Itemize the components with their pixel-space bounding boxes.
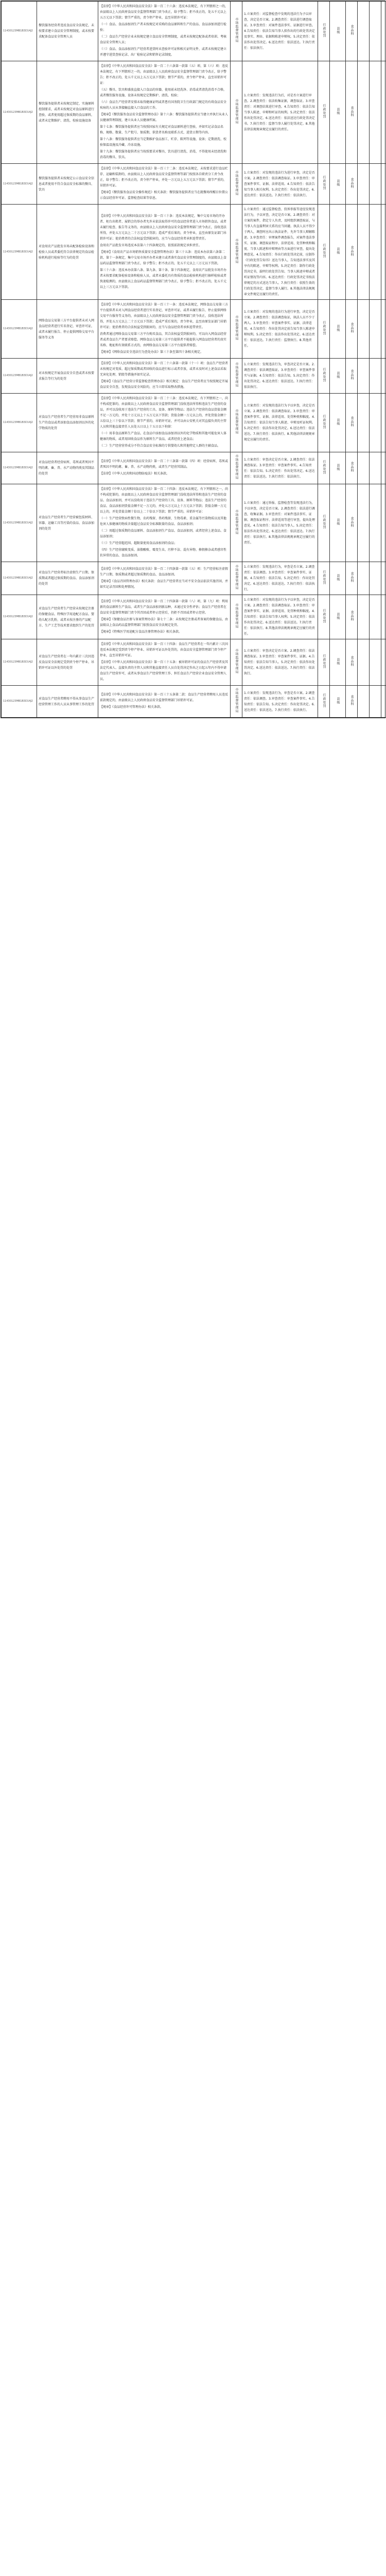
table-row: [2, 205, 386, 300]
duty-cell: [242, 300, 318, 359]
category-cell-text: 行政处罚: [322, 608, 326, 623]
item-cell: [37, 639, 98, 686]
blank-cell: [370, 562, 381, 595]
code-cell: [2, 562, 37, 595]
item-cell-text: 网络食品交易第三方平台提供者未对入网食品经营者进行实名登记、审查许可证，或者未履行报告、停止提供网络交易平台服务等义务: [39, 318, 95, 340]
subject-cell: [231, 595, 242, 639]
code-cell: [2, 639, 37, 686]
duty-cell-text: 1.立案责任：对发现的违法行为进行审查，决定是否立案。2.调查责任：依法调查取证，执法人员不少于两人。3.审查责任：审查案件事实、证据、法律适用。4.告知责任：作出处罚决定前告知当事人陈述申辩权利。5.决定责任：依法作出处罚决定。6.送达责任：依法送达。7.执行责任：监督执行。8.其他责任。: [244, 310, 315, 348]
blank-cell: [370, 686, 381, 718]
subject-cell-text: 市场监督管理局: [235, 362, 238, 387]
table-row: [2, 562, 386, 595]
code-cell-text: 11430123MB1B3D14J2: [3, 577, 33, 580]
dept-cell-text: 食品科: [350, 695, 354, 706]
level-cell-text: 县级: [336, 371, 340, 379]
item-cell: [37, 394, 98, 452]
dept-cell-text: 食品科: [350, 611, 354, 621]
duty-cell-text: 1.立案责任：对监督检查中发现的违法行为予以审查，决定是否立案。2.调查责任：依法进行调查取证。3.审查责任：对案件违法事实、证据进行审查。4.告知责任：依法告知当事人拟作出的行政处罚决定及事实、理由、依据和陈述申辩权。5.决定责任：依法作出处罚决定。6.送达责任：依法送达。7.执行责任：依法执行。: [244, 12, 315, 50]
category-cell: [318, 164, 330, 205]
subject-cell: [231, 61, 242, 164]
category-cell-text: 行政处罚: [322, 515, 326, 529]
subject-cell: [231, 484, 242, 562]
subject-cell: [231, 205, 242, 300]
basis-cell: [98, 359, 231, 394]
duty-cell: [242, 562, 318, 595]
subject-cell-text: 市场监督管理局: [235, 18, 238, 43]
category-cell: [318, 595, 330, 639]
remark-cell: [358, 686, 370, 718]
power-list-table: [1, 1, 386, 718]
dept-cell: [346, 2, 358, 61]
subject-cell-text: 市场监督管理局: [235, 409, 238, 434]
level-cell: [330, 562, 346, 595]
dept-cell: [346, 562, 358, 595]
basis-paragraph: 【法律】《中华人民共和国动物防疫法》相关条款。: [100, 472, 170, 476]
remark-cell: [358, 300, 370, 359]
level-cell: [330, 61, 346, 164]
subject-cell-text: 市场监督管理局: [235, 98, 238, 124]
table-row: [2, 484, 386, 562]
remark-cell: [358, 595, 370, 639]
basis-paragraph: 第十七条：餐饮服务提供者应当按照国家有关规定对食品原料进行查验，并如实记录食品名称、规格、数量、生产批号、保质期、供货者名称及联系方式、进货日期等内容。: [100, 125, 224, 134]
level-cell: [330, 484, 346, 562]
code-cell-text: 11430123MB1B3D14J2: [3, 374, 33, 377]
basis-paragraph: 食用农产品批发市场违反本法第六十四条规定的，依照前款规定承担责任。: [100, 243, 202, 247]
code-cell-text: 11430123MB1B3D14J2: [3, 327, 33, 330]
basis-paragraph: 【法律】《中华人民共和国食品安全法》第一百二十四条第一款第（五）项：生产经营标注虚假生产日期、保质期或者超过保质期的食品、食品添加剂。: [100, 567, 229, 577]
code-cell-text: 11430123MB1B3D14J2: [3, 660, 33, 664]
dept-cell-text: 食品科: [350, 572, 354, 583]
basis-paragraph: （三）生产经营超范围、超限量使用食品添加剂的食品；: [100, 541, 178, 545]
duty-cell: [242, 639, 318, 686]
category-cell: [318, 359, 330, 394]
basis-cell: [98, 562, 231, 595]
category-cell-text: 行政处罚: [322, 570, 326, 585]
blank-cell: [381, 300, 386, 359]
subject-cell: [231, 639, 242, 686]
blank-cell: [370, 452, 381, 484]
category-cell-text: 行政处罚: [322, 104, 326, 118]
duty-cell: [242, 484, 318, 562]
basis-paragraph: 【规章】《餐饮服务食品安全操作规范》相关条款：餐饮服务提供者应当在就餐场所醒目位置公示食品经营许可证、监督检查结果等信息。: [100, 191, 229, 200]
item-cell-text: 对食品生产经营者标注虚假生产日期、保质期或者超过保质期的食品、食品添加剂的处罚: [39, 571, 95, 586]
subject-cell: [231, 452, 242, 484]
blank-cell: [381, 484, 386, 562]
basis-paragraph: 【规章】《食品生产经营日常监督检查管理办法》相关规定：食品生产经营者应当按照规定开展食品安全自查，发现食品安全风险的，应当立即采取整改措施。: [100, 380, 229, 389]
subject-cell: [231, 394, 242, 452]
category-cell-text: 行政处罚: [322, 23, 326, 38]
blank-cell: [370, 394, 381, 452]
table-row: [2, 300, 386, 359]
subject-cell-text: 市场监督管理局: [235, 315, 238, 341]
remark-cell: [358, 359, 370, 394]
subject-cell-text: 市场监督管理局: [235, 565, 238, 590]
duty-cell-text: 1.立案责任：审查决定是否立案。2.调查责任：依法调查取证。3.审查责任：审查案件事实。4.告知责任：依法告知。5.决定责任：作出处罚决定。6.送达责任：依法送达。7.执行责任：依法执行。: [244, 457, 315, 479]
basis-paragraph: 【规章】《保健食品注册与备案管理办法》第七十二条：未按规定注册或者备案的保健食品，由县级以上食品药品监督管理部门依照食品安全法规定处罚。: [100, 617, 229, 627]
item-cell: [37, 484, 98, 562]
blank-cell: [381, 639, 386, 686]
level-cell-text: 县级: [336, 324, 340, 332]
subject-cell-text: 市场监督管理局: [235, 454, 238, 480]
level-cell-text: 县级: [336, 657, 340, 665]
subject-cell-text: 市场监督管理局: [235, 509, 238, 535]
level-cell: [330, 595, 346, 639]
dept-cell: [346, 205, 358, 300]
remark-cell: [358, 205, 370, 300]
duty-cell-text: 1.立案责任：发现违法行为后，对是否立案进行审查。2.调查责任：依法收集证据，调查取证。3.审查责任：对调查结果进行审查。4.告知责任：依法告知当事人陈述、申辩和听证的权利。5.决定责任：依法作出处罚决定。6.送达责任：依法送达行政处罚决定书。7.执行责任：监督当事人履行处罚决定。8.其他法律法规规章规定应履行的责任。: [244, 93, 315, 131]
basis-cell: [98, 452, 231, 484]
duty-cell-text: 1.立案责任：对发现的违法行为进行审查，决定是否立案。2.调查责任：依法调查取证。3.审查责任：审查案件事实、证据、法律适用。4.告知责任：依法告知当事人相关权利。5.决定责任：作出处罚决定。6.送达责任：依法送达。7.执行责任：依法执行。: [244, 171, 315, 197]
dept-cell-text: 食品科: [350, 516, 354, 528]
duty-cell: [242, 164, 318, 205]
level-cell: [330, 205, 346, 300]
level-cell-text: 县级: [336, 247, 340, 255]
category-cell: [318, 484, 330, 562]
code-cell: [2, 394, 37, 452]
basis-paragraph: （二）用超过保质期的食品原料、食品添加剂生产食品、食品添加剂，或者经营上述食品、食品添加剂；: [100, 529, 227, 538]
item-cell-text: 对食品生产经营者生产经营用非食品原料生产的食品或者添加食品添加剂以外的化学物质的处罚: [39, 415, 95, 430]
basis-paragraph: 【规章】《食品经营许可管理办法》相关条款。: [100, 705, 164, 709]
subject-cell-text: 市场监督管理局: [235, 170, 238, 196]
blank-cell: [370, 484, 381, 562]
level-cell-text: 县级: [336, 463, 340, 471]
level-cell-text: 县级: [336, 697, 340, 704]
duty-cell-text: 1.立案责任：通过监督检查、投诉举报等途径发现违法行为，予以审查，决定是否立案。2.调查责任：对立案的案件，指定专人负责，及时组织调查取证，与当事人有直接利害关系的应当回避。执法人员不得少于两人，调查时应出示执法证件，允许当事人辩解陈述。3.审查责任：审理案件调查报告，对案件违法事实、证据、调查取证程序、法律适用、处罚种类和幅度、当事人陈述和申辩理由等方面进行审查，提出处理意见。4.告知责任：作出行政处罚决定前，应制作《行政处罚告知书》送达当事人，告知违法事实及其享有的陈述、申辩等权利。5.决定责任：制作行政处罚决定书，载明行政处罚告知、当事人陈述申辩或者听证情况等内容。6.送达责任：行政处罚决定书按法律规定的方式送达当事人。7.执行责任：依照生效的行政处罚决定，监督当事人履行。8.其他法律法规规章文件规定应履行的责任。: [244, 208, 315, 296]
blank-cell: [381, 2, 386, 61]
category-cell: [318, 686, 330, 718]
basis-paragraph: 【法律】《中华人民共和国食品安全法》第一百二十六条第一款第（十一）项：食品生产经营者未按规定对变质、超过保质期或者回收的食品进行标示或者存放，或者未及时对上述食品采取无害化处理、销毁等措施并如实记录。: [100, 362, 229, 377]
level-cell: [330, 452, 346, 484]
category-cell: [318, 300, 330, 359]
code-cell-text: 11430123MB1B3D14J2: [3, 615, 33, 618]
code-cell-text: 11430123MB1B3D14J2: [3, 182, 33, 185]
table-row: [2, 394, 386, 452]
code-cell-text: 11430123MB1B3D14J2: [3, 521, 33, 524]
level-cell-text: 县级: [336, 573, 340, 581]
remark-cell: [358, 639, 370, 686]
level-cell-text: 县级: [336, 518, 340, 526]
dept-cell-text: 食品科: [350, 106, 354, 117]
basis-paragraph: 【法律】《中华人民共和国食品安全法》第一百二十三条：违反本法规定，有下列情形之一，尚不构成犯罪的，由县级以上人民政府食品安全监督管理部门没收违法所得和违法生产经营的食品，并可以没收用于违法生产经营的工具、设备、原料等物品；违法生产经营的食品货值金额不足一万元的，并处十万元以上十五万元以下罚款；货值金额一万元以上的，并处货值金额十五倍以上三十倍以下罚款；情节严重的，吊销许可证，并可以由公安机关对其直接负责的主管人员和其他直接责任人员处五日以上十五日以下拘留：: [100, 397, 229, 429]
remark-cell: [358, 394, 370, 452]
basis-cell: [98, 484, 231, 562]
duty-cell-text: 1.立案责任：发现违法行为，审查是否立案。2.调查责任：依法调查。3.审查责任：审查案件事实。4.告知责任：依法告知。5.决定责任：作出处罚决定。6.送达责任：依法送达。7.执行责任：依法执行。: [244, 691, 315, 712]
category-cell: [318, 61, 330, 164]
subject-cell: [231, 300, 242, 359]
basis-paragraph: 【法律】《中华人民共和国食品安全法》第一百二十四条：违反本法规定，有下列情形之一，尚不构成犯罪的，由县级以上人民政府食品安全监督管理部门没收违法所得和违法生产经营的食品、食品添加剂，并可以没收用于违法生产经营的工具、设备、原料等物品；违法生产经营的食品、食品添加剂货值金额不足一万元的，并处五万元以上十万元以下罚款；货值金额一万元以上的，并处货值金额十倍以上二十倍以下罚款；情节严重的，吊销许可证：: [100, 487, 229, 514]
table-row: [2, 164, 386, 205]
basis-paragraph: 【法律】《中华人民共和国食品安全法》第一百二十四条第一款第（八）项、第（九）项：利用新的食品原料生产食品，或者生产食品添加剂新品种，未通过安全性评估；食品生产经营者在食品安全监督管理部门责令其召回或者停止经营后，仍拒不召回或者停止经营。: [100, 599, 229, 615]
blank-cell: [381, 205, 386, 300]
basis-cell: [98, 300, 231, 359]
blank-cell: [381, 562, 386, 595]
basis-paragraph: （一）用非食品原料生产食品、在食品中添加食品添加剂以外的化学物质和其他可能危害人体健康的物质，或者用回收食品作为原料生产食品，或者经营上述食品；: [100, 432, 227, 441]
level-cell-text: 县级: [336, 418, 340, 426]
table-row: [2, 2, 386, 61]
code-cell-text: 11430123MB1B3D14J2: [3, 421, 33, 424]
level-cell-text: 县级: [336, 26, 340, 34]
item-cell-text: 餐饮服务经营者违反食品安全法规定，未按要求建立食品安全管理制度，或未按要求配备食品安全管理人员: [39, 24, 95, 39]
basis-paragraph: 【规章】《网络食品安全违法行为查处办法》第三十条至第四十条相关规定。: [100, 350, 204, 354]
dept-cell-text: 食品科: [350, 462, 354, 472]
category-cell-text: 行政处罚: [322, 414, 326, 429]
duty-cell-text: 1.立案责任：对发现的违法行为予以审查，决定是否立案。2.调查责任：依法调查取证。3.审查责任：审查案件事实、证据、法律适用、处罚种类和幅度。4.告知责任：依法告知当事人陈述、申辩及听证权利。5.决定责任：依法作出处罚决定。6.送达责任：依法送达。7.执行责任：依法执行。8.其他法律法规规章规定应履行的责任。: [244, 404, 315, 442]
remark-cell: [358, 562, 370, 595]
basis-cell: [98, 686, 231, 718]
item-cell-text: 对食品生产经营者在一年内累计三次因违反食品安全法规定受到责令停产停业、吊销许可证以外处罚的处罚: [39, 655, 95, 670]
basis-paragraph: 【规章】《餐饮服务食品安全监督管理办法》第十六条：餐饮服务提供者应当建立并执行从业人员健康管理制度，建立从业人员健康档案。: [100, 113, 229, 122]
duty-cell: [242, 394, 318, 452]
code-cell-text: 11430123MB1B3D14J2: [3, 29, 33, 32]
basis-paragraph: （六）食品生产经营者安排未取得健康证明或者患有国务院卫生行政部门规定的有碍食品安全疾病的人员从事接触直接入口食品的工作。: [100, 100, 227, 110]
item-cell-text: 餐饮服务提供者未按规定制定、实施原料控制要求，或者未按规定对食品原料进行查验，或者使用超过保质期的食品原料，或者未定期维护、清洗、校验设施设备: [39, 102, 95, 123]
basis-cell: [98, 639, 231, 686]
subject-cell-text: 市场监督管理局: [235, 649, 238, 674]
blank-cell: [370, 164, 381, 205]
duty-cell-text: 1.立案责任：发现违法行为，审查是否立案。2.调查责任：依法调查。3.审查责任：审查案件事实、证据。4.告知责任：依法告知。5.决定责任：作出处罚决定。6.送达责任：依法送达。7.执行责任：依法执行。: [244, 565, 315, 591]
basis-paragraph: 第三十六条：违反本办法第八条、第九条、第十条、第十四条规定，食用农产品批发市场开办者未按要求配备检验设备和检验人员，或者未委托具有资质的食品检验机构进行抽样检验或者快速检测的，由县级以上食品药品监督管理部门责令改正，给予警告；拒不改正的，处五千元以上三万元以下罚款。: [100, 268, 227, 289]
dept-cell: [346, 452, 358, 484]
level-cell: [330, 639, 346, 686]
level-cell: [330, 164, 346, 205]
remark-cell: [358, 61, 370, 164]
basis-paragraph: 【法律】《中华人民共和国食品安全法》第一百二十三条第一款第（四）项：经营病死、毒死或者死因不明的禽、畜、兽、水产动物肉类，或者生产经营其制品。: [100, 460, 229, 469]
dept-cell: [346, 300, 358, 359]
subject-cell: [231, 2, 242, 61]
dept-cell-text: 食品科: [350, 177, 354, 189]
duty-cell: [242, 595, 318, 639]
basis-paragraph: （四）生产经营腐败变质、油脂酸败、霉变生虫、污秽不洁、混有异物、掺假掺杂或者感官性状异常的食品、食品添加剂。: [100, 548, 227, 557]
table-row: [2, 61, 386, 164]
basis-paragraph: 【法律】《中华人民共和国食品安全法》第一百三十四条：食品生产经营者在一年内累计三次因违反本法规定受到责令停产停业、吊销许可证以外处罚的，由食品安全监督管理部门责令停产停业，直至吊销许可证。: [100, 642, 229, 657]
item-cell: [37, 61, 98, 164]
category-cell-text: 行政处罚: [322, 244, 326, 258]
basis-cell: [98, 394, 231, 452]
blank-cell: [381, 359, 386, 394]
basis-paragraph: （三）食品、食品添加剂生产经营者进货时未查验许可证和相关证明文件，或者未按规定建立并遵守进货查验记录、出厂检验记录和销售记录制度。: [100, 47, 227, 57]
basis-paragraph: 【法律】《中华人民共和国食品安全法》第一百三十五条：被吊销许可证的食品生产经营者及其法定代表人、直接负责的主管人员和其他直接责任人员自处罚决定作出之日起五年内不得申请食品生产经营许可，或者从事食品生产经营管理工作、担任食品生产经营企业食品安全管理人员。: [100, 660, 229, 681]
item-cell-text: 对食用农产品批发市场未配备检验设备和检验人员或者委托符合法律规定的食品检验机构进行检验等行为的处罚: [39, 244, 95, 260]
dept-cell: [346, 61, 358, 164]
item-cell: [37, 359, 98, 394]
table-row: [2, 686, 386, 718]
subject-cell: [231, 562, 242, 595]
basis-paragraph: （二）生产经营营养成分不符合食品安全标准的专供婴幼儿和其他特定人群的主辅食品。: [100, 444, 221, 448]
blank-cell: [370, 2, 381, 61]
item-cell: [37, 300, 98, 359]
basis-paragraph: 第十九条：餐饮服务提供者应当按照要求对餐具、饮具进行清洗、消毒，不得使用未经清洗和消毒的餐具、饮具。: [100, 150, 227, 159]
duty-cell: [242, 452, 318, 484]
category-cell-text: 行政处罚: [322, 367, 326, 382]
subject-cell-text: 市场监督管理局: [235, 238, 238, 264]
power-list-page: [1, 1, 385, 718]
basis-paragraph: 【法律】《中华人民共和国食品安全法》第一百三十五条第二款：食品生产经营者聘用人员违反前款规定的，由县级以上人民政府食品安全监督管理部门吊销许可证。: [100, 693, 229, 702]
item-cell: [37, 595, 98, 639]
basis-paragraph: （一）生产经营致病性微生物，农药残留、兽药残留、生物毒素、重金属等污染物质以及其他危害人体健康的物质含量超过食品安全标准限量的食品、食品添加剂；: [100, 517, 227, 526]
code-cell-text: 11430123MB1B3D14J2: [3, 250, 33, 253]
blank-cell: [381, 595, 386, 639]
table-body: [2, 2, 386, 718]
dept-cell: [346, 394, 358, 452]
dept-cell-text: 食品科: [350, 416, 354, 427]
level-cell-text: 县级: [336, 612, 340, 620]
basis-paragraph: 【法律】《中华人民共和国食品安全法》第一百三十条：违反本法规定，集中交易市场的开办者、柜台出租者、展销会的举办者允许未依法取得许可的食品经营者进入市场销售食品，或者未履行检查、报告等义务的，由县级以上人民政府食品安全监督管理部门责令改正，没收违法所得，并处五万元以上二十万元以下罚款；造成严重后果的，责令停业，直至由原发证部门吊销许可证；使消费者的合法权益受到损害的，应当与食品经营者承担连带责任。: [100, 214, 227, 241]
dept-cell: [346, 639, 358, 686]
code-cell: [2, 205, 37, 300]
table-row: [2, 452, 386, 484]
basis-paragraph: （五）餐具、饮具和盛放直接入口食品的容器，使用前未经洗净、消毒或者清洗消毒不合格，或者餐饮服务设施、设备未按规定定期维护、清洗、校验；: [100, 88, 227, 97]
basis-paragraph: 【法律】《中华人民共和国食品安全法》第一百三十二条：违反本法规定，未按要求进行食品贮存、运输和装卸的，由县级以上人民政府食品安全监督管理等部门按照各自职责分工责令改正，给予警告；拒不改正的，责令停产停业，并处一万元以上五万元以下罚款；情节严重的，吊销许可证。: [100, 167, 229, 188]
category-cell-text: 行政处罚: [322, 176, 326, 190]
item-cell: [37, 686, 98, 718]
duty-cell: [242, 2, 318, 61]
dept-cell-text: 食品科: [350, 245, 354, 257]
subject-cell: [231, 164, 242, 205]
category-cell-text: 行政处罚: [322, 320, 326, 335]
duty-cell-text: 1.立案责任：审查决定是否立案。2.调查责任：依法调查取证。3.审查责任：审查案件事实、证据。4.告知责任：依法告知当事人。5.决定责任：依法作出处罚决定。6.送达责任：依法送达。7.执行责任：依法执行。: [244, 649, 315, 675]
dept-cell-text: 食品科: [350, 656, 354, 667]
blank-cell: [381, 686, 386, 718]
remark-cell: [358, 484, 370, 562]
code-cell: [2, 484, 37, 562]
basis-cell: [98, 164, 231, 205]
level-cell: [330, 359, 346, 394]
category-cell-text: 行政处罚: [322, 654, 326, 669]
subject-cell-text: 市场监督管理局: [235, 688, 238, 713]
basis-paragraph: 【规章】《特殊医学用途配方食品注册管理办法》相关条款。: [100, 630, 182, 634]
subject-cell-text: 市场监督管理局: [235, 603, 238, 629]
duty-cell-text: 1.立案责任：发现违法行为，审查决定是否立案。2.调查责任：依法调查取证。3.审查责任：审查案件事实与证据。4.告知责任：依法告知。5.决定责任：作出处罚决定。6.送达责任：依法送达。7.执行责任：依法执行。: [244, 363, 315, 389]
category-cell: [318, 394, 330, 452]
basis-paragraph: 消费者通过网络食品交易第三方平台购买食品，其合法权益受到损害的，可以向入网食品经营者或者食品生产者要求赔偿。网络食品交易第三方平台提供者不能提供入网食品经营者的真实名称、地址和有效联系方式的，由网络食品交易第三方平台提供者赔偿。: [100, 332, 227, 347]
dept-cell-text: 食品科: [350, 369, 354, 380]
table-row: [2, 359, 386, 394]
blank-cell: [370, 300, 381, 359]
item-cell-text: 对未按规定开展食品安全自查或者未按要求报告等行为的处罚: [39, 371, 95, 381]
basis-paragraph: （二）食品生产经营企业未按规定建立食品安全管理制度，或者未按规定配备或者培训、考核食品安全管理人员；: [100, 35, 227, 44]
code-cell: [2, 452, 37, 484]
blank-cell: [381, 164, 386, 205]
subject-cell: [231, 686, 242, 718]
item-cell: [37, 205, 98, 300]
remark-cell: [358, 2, 370, 61]
item-cell: [37, 452, 98, 484]
item-cell-text: 对食品生产经营者生产经营被包装材料、容器、运输工具等污染的食品、食品添加剂的处罚: [39, 515, 95, 531]
level-cell: [330, 686, 346, 718]
code-cell: [2, 2, 37, 61]
level-cell-text: 县级: [336, 108, 340, 115]
blank-cell: [370, 359, 381, 394]
dept-cell: [346, 686, 358, 718]
dept-cell-text: 食品科: [350, 25, 354, 36]
level-cell-text: 县级: [336, 179, 340, 187]
blank-cell: [381, 394, 386, 452]
code-cell: [2, 686, 37, 718]
dept-cell: [346, 359, 358, 394]
level-cell: [330, 2, 346, 61]
blank-cell: [381, 452, 386, 484]
code-cell-text: 11430123MB1B3D14J2: [3, 700, 33, 703]
code-cell: [2, 164, 37, 205]
code-cell: [2, 595, 37, 639]
category-cell-text: 行政处罚: [322, 693, 326, 708]
category-cell: [318, 452, 330, 484]
item-cell: [37, 164, 98, 205]
code-cell: [2, 61, 37, 164]
basis-paragraph: （一）食品、食品添加剂生产者未按规定对采购的食品原料和生产的食品、食品添加剂进行检验；: [100, 23, 227, 32]
remark-cell: [358, 164, 370, 205]
level-cell: [330, 300, 346, 359]
category-cell: [318, 562, 330, 595]
item-cell: [37, 2, 98, 61]
level-cell: [330, 394, 346, 452]
basis-paragraph: 【规章】《食品召回管理办法》相关条款：食品生产经营者应当对不安全食品依法实施召回，并如实记录召回和处理情况。: [100, 579, 229, 589]
item-cell-text: 对食品生产经营者生产经营未按规定注册的保健食品、特殊医学用途配方食品、婴幼儿配方乳粉，或者未按注册的产品配方、生产工艺等技术要求组织生产的处罚: [39, 606, 95, 628]
blank-cell: [381, 61, 386, 164]
basis-paragraph: 【法律】《中华人民共和国食品安全法》第一百二十六条：违反本法规定，有下列情形之一的，由县级以上人民政府食品安全监督管理部门责令改正，给予警告；拒不改正的，处五千元以上五万元以下罚款；情节严重的，责令停产停业，直至吊销许可证：: [100, 5, 229, 20]
table-row: [2, 639, 386, 686]
item-cell-text: 对食品生产经营者聘用不得从事食品生产经营管理工作的人员从事管理工作的处罚: [39, 697, 95, 706]
item-cell: [37, 562, 98, 595]
category-cell: [318, 205, 330, 300]
item-cell-text: 对食品经营者经营病死、毒死或者死因不明的禽、畜、兽、水产动物肉类及其制品的处罚: [39, 461, 95, 476]
basis-paragraph: 【法律】《中华人民共和国食品安全法》第一百三十一条：违反本法规定，网络食品交易第三方平台提供者未对入网食品经营者进行实名登记、审查许可证，或者未履行报告、停止提供网络交易平台服务等义务的，由县级以上人民政府食品安全监督管理部门责令改正，没收违法所得，并处五万元以上二十万元以下罚款；造成严重后果的，责令停业，直至由原发证部门吊销许可证；使消费者的合法权益受到损害的，应当与食品经营者承担连带责任。: [100, 303, 229, 329]
category-cell: [318, 2, 330, 61]
category-cell-text: 行政处罚: [322, 460, 326, 474]
basis-cell: [98, 595, 231, 639]
duty-cell: [242, 61, 318, 164]
table-row: [2, 595, 386, 639]
duty-cell: [242, 205, 318, 300]
code-cell: [2, 359, 37, 394]
blank-cell: [370, 639, 381, 686]
basis-paragraph: 【规章】《食用农产品市场销售质量安全监督管理办法》第三十五条：违反本办法第六条第二款、第十一条规定，集中交易市场开办者未建立或者落实食品安全管理制度的，由县级以上食品药品监督管理部门责令改正，给予警告；拒不改正的，处五千元以上三万元以下罚款。: [100, 250, 227, 265]
duty-cell: [242, 686, 318, 718]
dept-cell: [346, 595, 358, 639]
dept-cell: [346, 484, 358, 562]
duty-cell-text: 1.立案责任：通过举报、监督检查等发现违法行为，予以审查，决定是否立案。2.调查责任：依法进行调查，收集证据。3.审查责任：对案件违法事实、证据、调查取证程序、法律适用等进行审查，提出处理意见。4.告知责任：依法告知当事人。5.决定责任：依法作出处罚决定。6.送达责任：依法送达。7.执行责任：依法执行。8.其他法律法规规章规定应履行的责任。: [244, 501, 315, 545]
blank-cell: [370, 61, 381, 164]
subject-cell: [231, 359, 242, 394]
basis-cell: [98, 61, 231, 164]
code-cell-text: 11430123MB1B3D14J2: [3, 466, 33, 469]
basis-paragraph: 第十八条：餐饮服务提供者应当定期维护食品加工、贮存、陈列等设施、设备；定期清洗、校验保温设施及冷藏、冷冻设施。: [100, 138, 227, 147]
remark-cell: [358, 452, 370, 484]
basis-cell: [98, 2, 231, 61]
category-cell: [318, 639, 330, 686]
code-cell: [2, 300, 37, 359]
duty-cell: [242, 359, 318, 394]
blank-cell: [370, 205, 381, 300]
item-cell-text: 餐饮服务提供者未按规定公示食品安全信息或者使用不符合食品安全标准的餐具、饮具: [39, 176, 95, 192]
basis-cell: [98, 205, 231, 300]
dept-cell-text: 食品科: [350, 323, 354, 333]
basis-paragraph: 【法律】《中华人民共和国食品安全法》第一百二十六条第一款第（五）项、第（六）项：违反本法规定，有下列情形之一的，由县级以上人民政府食品安全监督管理部门责令改正，给予警告；拒不改正的，处五千元以上五万元以下罚款；情节严重的，责令停产停业，直至吊销许可证：: [100, 64, 229, 85]
blank-cell: [370, 595, 381, 639]
duty-cell-text: 1.立案责任：对发现的违法行为予以审查，决定是否立案。2.调查责任：依法调查取证。3.审查责任：审查案件事实、证据、法律适用、处罚种类和幅度。4.告知责任：依法告知当事人权利。5.决定责任：依法作出处罚决定。6.送达责任：依法送达。7.执行责任：依法执行。8.其他法律法规规章规定应履行的责任。: [244, 598, 315, 636]
code-cell-text: 11430123MB1B3D14J2: [3, 110, 33, 114]
dept-cell: [346, 164, 358, 205]
